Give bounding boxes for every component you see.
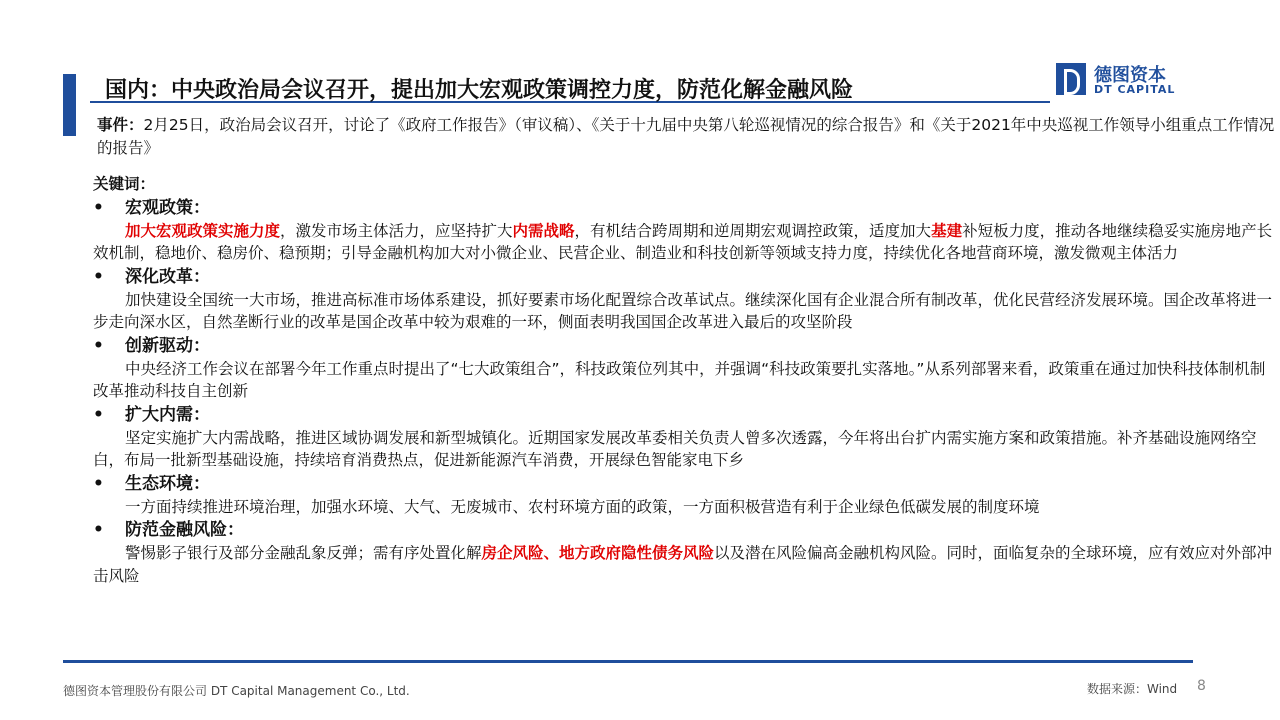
highlight-text: 房企风险、地方政府隐性债务风险 bbox=[481, 544, 715, 562]
section-heading-text: 扩大内需： bbox=[125, 404, 210, 425]
section-heading-text: 宏观政策： bbox=[125, 197, 210, 218]
body-text: 坚定实施扩大内需战略，推进区域协调发展和新型城镇化。近期国家发展改革委相关负责人曾多次透露，今年将出台扩内需实施方案和政策措施。补齐基础设施网络空白，布局一批新型基础设施，持续培育消费热点，促进新能源汽车消费，开展绿色智能家电下乡 bbox=[93, 428, 1257, 469]
bullet-icon: • bbox=[93, 473, 104, 494]
keywords-label: 关键词： bbox=[93, 175, 156, 193]
title-accent-bar bbox=[63, 74, 76, 136]
section-body bbox=[93, 542, 1278, 587]
highlight-text: 加大宏观政策实施力度 bbox=[125, 221, 281, 240]
section-heading bbox=[93, 403, 1278, 427]
body-text: ，有机结合跨周期和逆周期宏观调控政策，适度加大 bbox=[574, 221, 932, 240]
section-heading-text: 创新驱动： bbox=[125, 335, 210, 356]
section-body bbox=[93, 427, 1278, 472]
section-heading-text: 防范金融风险： bbox=[125, 520, 244, 540]
logo-cn-text: 德图资本 bbox=[1094, 65, 1166, 86]
footer-company: 德图资本管理股份有限公司 DT Capital Management Co., Ltd. bbox=[63, 684, 410, 698]
body-text: ，激发市场主体活力，应坚持扩大 bbox=[280, 221, 513, 240]
section-heading-text: 深化改革： bbox=[125, 266, 210, 287]
section-body bbox=[93, 289, 1278, 334]
keyword-sections bbox=[93, 196, 1278, 588]
slide-content bbox=[93, 114, 1278, 587]
footer-source: 数据来源：Wind bbox=[1087, 682, 1178, 696]
footer-divider bbox=[63, 660, 1193, 663]
highlight-text: 内需战略 bbox=[512, 221, 575, 240]
event-label: 事件： bbox=[97, 116, 144, 134]
body-text: 加快建设全国统一大市场，推进高标准市场体系建设，抓好要素市场化配置综合改革试点。继续深化国有企业混合所有制改革，优化民营经济发展环境。国企改革将进一步走向深水区，自然垄断行业的改革是国企改革中较为艰难的一环，侧面表明我国国企改革进入最后的攻坚阶段 bbox=[93, 290, 1273, 331]
section-body bbox=[93, 220, 1278, 265]
bullet-icon: • bbox=[93, 266, 104, 287]
body-text: 中央经济工作会议在部署今年工作重点时提出了“七大政策组合”，科技政策位列其中，并强调“科技政策要扎实落地。”从系列部署来看，政策重在通过加快科技体制机制改革推动科技自主创新 bbox=[93, 359, 1266, 400]
body-text: 以及潜在风险偏高金融机构风险。同时，面临复杂的全球环境，应有效应对外部冲击风险 bbox=[93, 544, 1273, 585]
logo-en-text: DT CAPITAL bbox=[1094, 83, 1176, 96]
page-title: 国内：中央政治局会议召开，提出加大宏观政策调控力度，防范化解金融风险 bbox=[105, 78, 854, 103]
bullet-icon: • bbox=[93, 404, 104, 425]
logo-d-icon bbox=[1056, 63, 1086, 95]
section-heading bbox=[93, 518, 1278, 542]
body-text: 警惕影子银行及部分金融乱象反弹；需有序处置化解 bbox=[125, 544, 482, 562]
section-heading-text: 生态环境： bbox=[125, 473, 210, 494]
bullet-icon: • bbox=[93, 520, 104, 540]
event-text: 2月25日，政治局会议召开，讨论了《政府工作报告》（审议稿）、《关于十九届中央第八轮巡视情况的综合报告》和《关于2021年中央巡视工作领导小组重点工作情况的报告》 bbox=[97, 116, 1275, 157]
bullet-icon: • bbox=[93, 197, 104, 218]
body-text: 补短板力度，推动各地继续稳妥实施房地产长效机制，稳地价、稳房价、稳预期；引导金融机构加大对小微企业、民营企业、制造业和科技创新等领域支持力度，持续优化各地营商环境，激发微观主体活力 bbox=[93, 221, 1273, 262]
section-heading bbox=[93, 472, 1278, 496]
body-text: 一方面持续推进环境治理，加强水环境、大气、无废城市、农村环境方面的政策，一方面积极营造有利于企业绿色低碳发展的制度环境 bbox=[125, 497, 1040, 516]
section-body bbox=[93, 496, 1278, 519]
section-body bbox=[93, 358, 1278, 403]
section-heading bbox=[93, 334, 1278, 358]
page-number: 8 bbox=[1197, 678, 1206, 694]
bullet-icon: • bbox=[93, 335, 104, 356]
highlight-text: 基建 bbox=[931, 221, 963, 240]
section-heading bbox=[93, 265, 1278, 289]
event-paragraph bbox=[93, 114, 1278, 159]
section-heading bbox=[93, 196, 1278, 220]
company-logo bbox=[1056, 63, 1206, 97]
